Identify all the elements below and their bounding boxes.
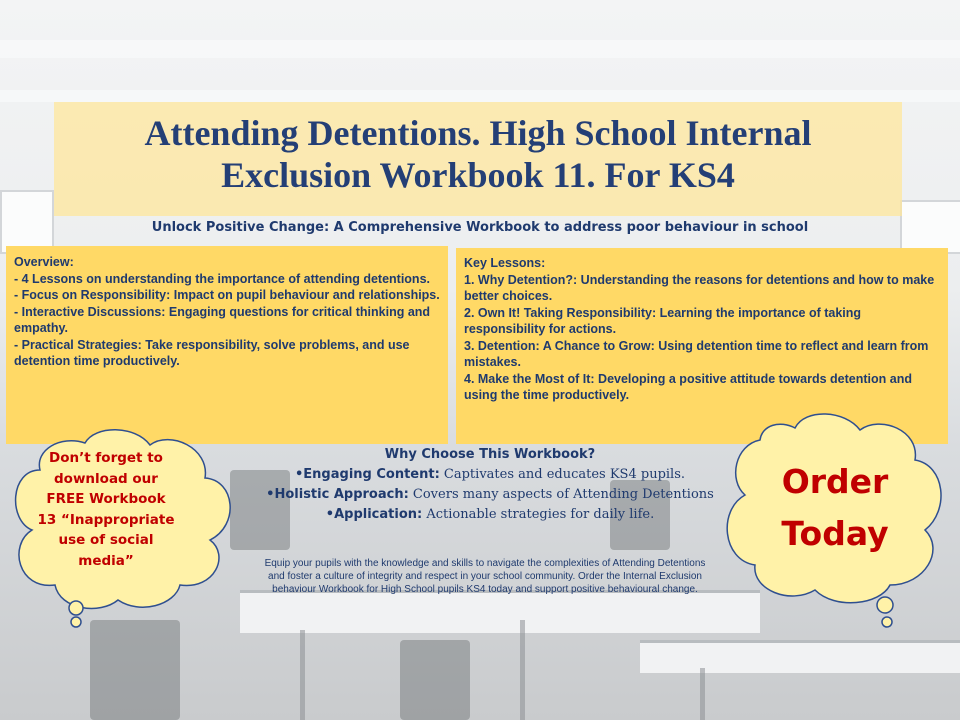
why-item-text: Actionable strategies for daily life. <box>422 507 655 522</box>
title-line-2: Exclusion Workbook 11. For KS4 <box>221 155 735 195</box>
order-line-2: Today <box>781 514 889 553</box>
cloud-right-bubble <box>877 597 893 613</box>
order-today-callout[interactable] <box>760 456 910 560</box>
callout-line: 13 “Inappropriate <box>37 511 175 528</box>
subtitle: Unlock Positive Change: A Comprehensive Workbook to address poor behaviour in school <box>151 220 809 235</box>
overview-item: - Interactive Discussions: Engaging questions for critical thinking and empathy. <box>14 304 431 335</box>
overview-item: - Practical Strategies: Take responsibility, solve problems, and use detention time productively. <box>14 337 410 368</box>
order-line-1: Order <box>781 462 889 501</box>
why-item-text: Covers many aspects of Attending Detentions <box>408 487 714 502</box>
description-paragraph: Equip your pupils with the knowledge and skills to navigate the complexities of Attending Detentions and foster a culture of integrity and respect in your school community. Order the Internal Exclusion behaviour Workbook for High School pupils KS4 today and support positive behavioural change. <box>264 558 706 595</box>
callout-line: FREE Workbook <box>46 491 166 507</box>
overview-heading: Overview: <box>14 255 74 269</box>
callout-line: Don’t forget to <box>49 450 163 466</box>
key-lessons-heading: Key Lessons: <box>464 256 546 270</box>
cloud-left-bubble <box>69 601 83 615</box>
cloud-left-bubble <box>71 617 81 627</box>
why-item-text: Captivates and educates KS4 pupils. <box>439 467 686 482</box>
key-lesson-item: 3. Detention: A Chance to Grow: Using detention time to reflect and learn from mistakes. <box>464 338 929 369</box>
why-item-label: •Engaging Content: <box>294 467 440 482</box>
overview-item: - 4 Lessons on understanding the importance of attending detentions. <box>14 271 430 286</box>
why-item-label: •Holistic Approach: <box>266 487 409 502</box>
why-choose-title: Why Choose This Workbook? <box>384 447 596 462</box>
key-lesson-item: 4. Make the Most of It: Developing a positive attitude towards detention and using the time productively. <box>464 371 912 402</box>
title-line-1: Attending Detentions. High School Internal <box>144 113 812 153</box>
key-lesson-item: 1. Why Detention?: Understanding the reasons for detentions and how to make better choices. <box>464 272 935 303</box>
key-lesson-item: 2. Own It! Taking Responsibility: Learning the importance of taking responsibility for actions. <box>464 305 862 336</box>
cloud-right-bubble <box>882 617 892 627</box>
why-item-label: •Application: <box>325 507 423 522</box>
callout-line: media” <box>78 552 134 569</box>
free-workbook-callout[interactable] <box>32 448 180 571</box>
callout-line: use of social <box>58 532 154 548</box>
overview-item: - Focus on Responsibility: Impact on pupil behaviour and relationships. <box>14 288 440 302</box>
callout-line: download our <box>54 470 158 487</box>
